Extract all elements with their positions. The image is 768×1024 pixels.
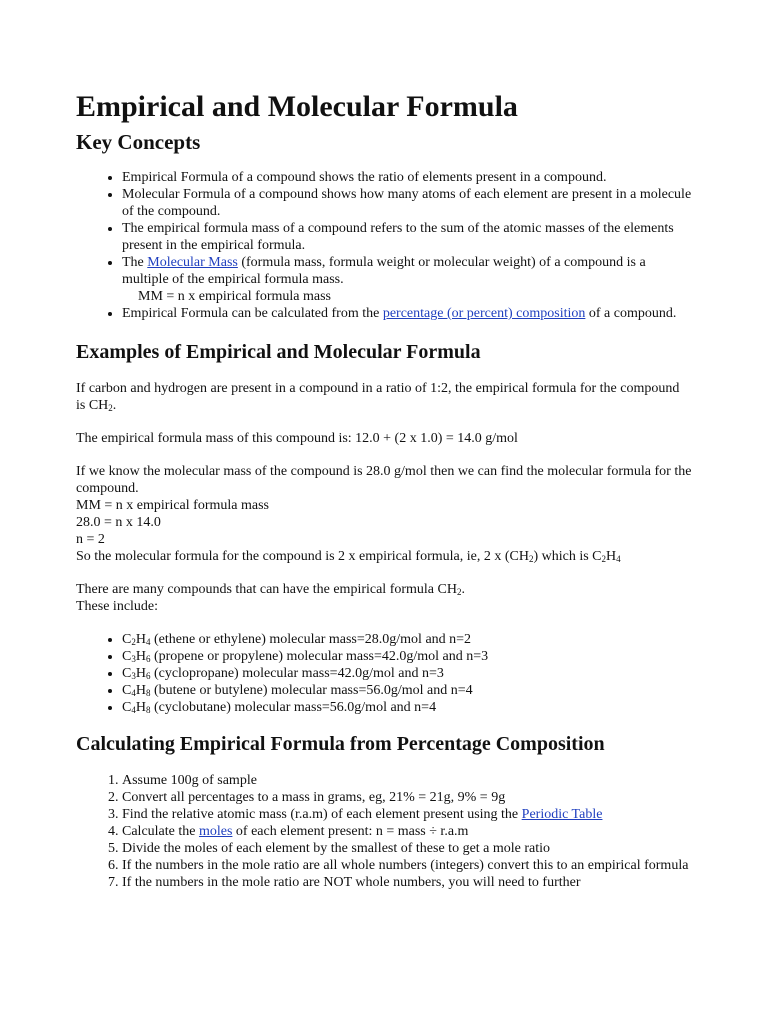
list-item: • $C_4H_8$ (butene or butylene) molecular mass=56.0g/mol and n=4 [122, 682, 692, 699]
example-paragraph: The empirical formula mass of this compound is: 12.0 + (2 x 1.0) = 14.0 g/mol [76, 431, 518, 446]
key-concepts-heading: Key Concepts [76, 130, 201, 154]
list-item: • $C_4H_8$ (cyclobutane) molecular mass=56.0g/mol and n=4 [122, 699, 692, 716]
example-paragraph: If carbon and hydrogen are present in a compound in a ratio of 1:2, the empirical formula for the compound is $CH_2$. [76, 381, 680, 413]
list-item: • Empirical Formula can be calculated from the percentage (or percent) composition of a compound. [122, 305, 692, 322]
example-line: MM = n x empirical formula mass [76, 498, 269, 513]
compounds-list [76, 631, 692, 716]
example-line: So the molecular formula for the compound is 2 x empirical formula, ie, 2 x $(CH_2)$ which is $C_2H_4$ [76, 549, 621, 564]
page-title: Empirical and Molecular Formula [76, 90, 518, 123]
example-line: n = 2 [76, 532, 105, 547]
examples-heading: Examples of Empirical and Molecular Formula [76, 341, 481, 363]
example-line: These include: [76, 599, 159, 614]
list-item: 4. Calculate the moles of each element present: n = mass ÷ r.a.m [122, 823, 692, 840]
list-item: 6. If the numbers in the mole ratio are all whole numbers (integers) convert this to an empirical formula [122, 857, 692, 874]
calculation-steps-list [76, 772, 692, 891]
list-item: 5. Divide the moles of each element by the smallest of these to get a mole ratio [122, 840, 692, 857]
list-item: • $C_3H_6$ (propene or propylene) molecular mass=42.0g/mol and n=3 [122, 648, 692, 665]
list-item: 2. Convert all percentages to a mass in grams, eg, 21% = 21g, 9% = 9g [122, 789, 692, 806]
list-item: 1. Assume 100g of sample [122, 772, 692, 789]
percentage-composition-link[interactable]: percentage (or percent) composition [382, 306, 586, 321]
list-item: • The Molecular Mass (formula mass, formula weight or molecular weight) of a compound is a multiple of the empirical formula mass. MM = n x empirical formula mass [122, 254, 692, 305]
list-item: 7. If the numbers in the mole ratio are NOT whole numbers, you will need to further [122, 874, 692, 891]
list-item: • The empirical formula mass of a compound refers to the sum of the atomic masses of the elements present in the empirical formula. [122, 220, 692, 254]
list-item: • Molecular Formula of a compound shows how many atoms of each element are present in a molecule of the compound. [122, 186, 692, 220]
calculating-heading: Calculating Empirical Formula from Percentage Composition [76, 733, 605, 755]
periodic-table-link[interactable]: Periodic Table [521, 807, 603, 822]
example-paragraph: If we know the molecular mass of the compound is 28.0 g/mol then we can find the molecular formula for the compound. [76, 464, 692, 496]
molecular-mass-link[interactable]: Molecular Mass [147, 255, 238, 270]
moles-link[interactable]: moles [198, 824, 233, 839]
list-item: 3. Find the relative atomic mass (r.a.m) of each element present using the Periodic Table [122, 806, 692, 823]
key-concepts-list [76, 169, 692, 322]
list-item: • $C_2H_4$ (ethene or ethylene) molecular mass=28.0g/mol and n=2 [122, 631, 692, 648]
list-item: • Empirical Formula of a compound shows the ratio of elements present in a compound. [122, 169, 692, 186]
mm-formula: MM = n x empirical formula mass [138, 289, 331, 304]
example-paragraph: There are many compounds that can have the empirical formula $CH_2$. [76, 582, 465, 597]
example-line: 28.0 = n x 14.0 [76, 515, 161, 530]
list-item: • $C_3H_6$ (cyclopropane) molecular mass=42.0g/mol and n=3 [122, 665, 692, 682]
